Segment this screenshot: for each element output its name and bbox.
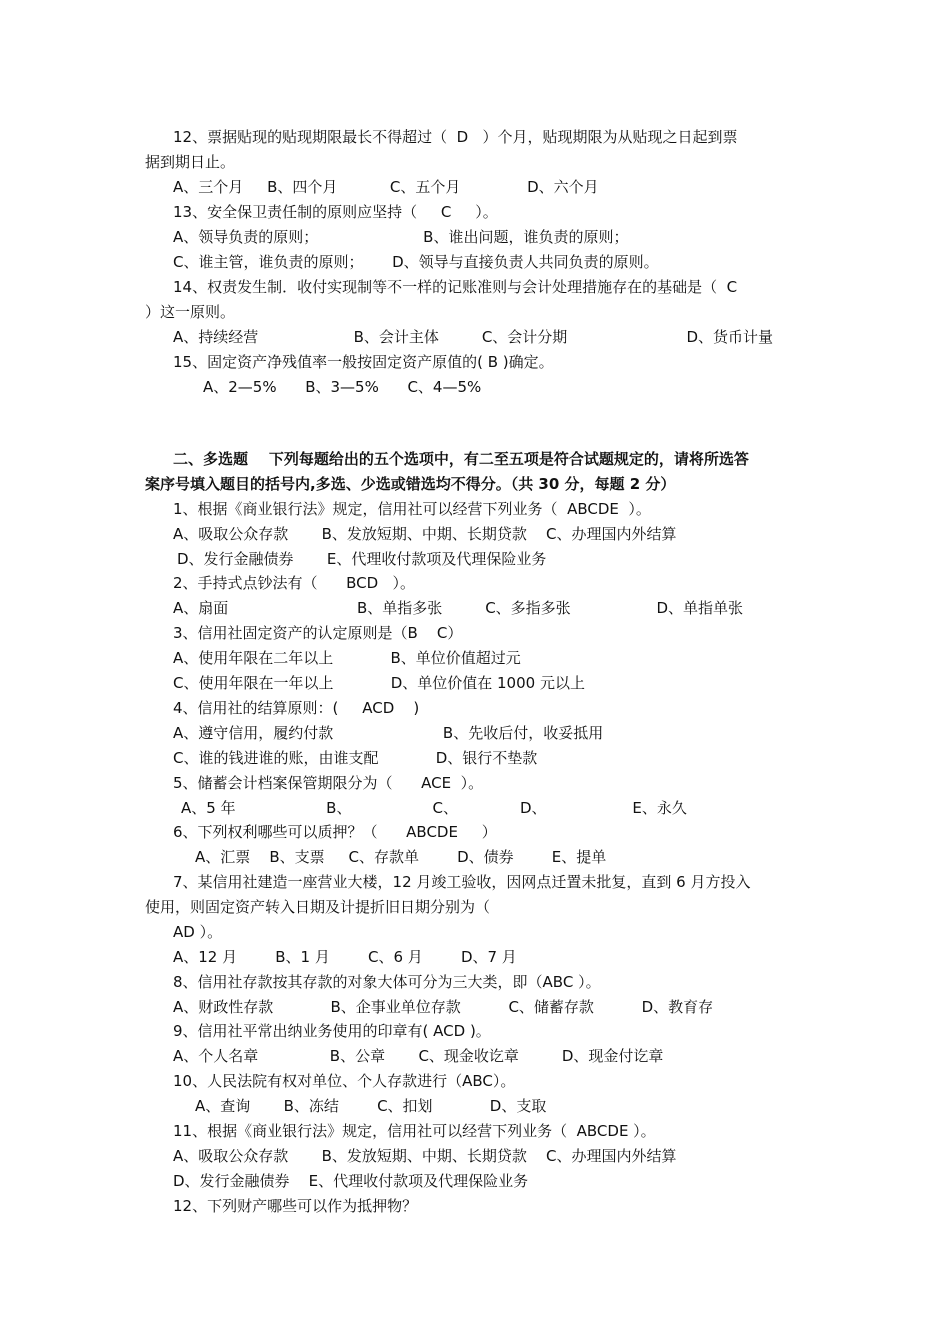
mc-question-12: 12、下列财产哪些可以作为抵押物？ bbox=[173, 1197, 418, 1215]
mc-question-4-options-1: A、遵守信用，履约付款 B、先收后付，收妥抵用 bbox=[173, 724, 604, 742]
question-13-options-1: A、领导负责的原则； B、谁出问题，谁负责的原则； bbox=[173, 228, 629, 246]
mc-question-6: 6、下列权利哪些可以质押？（ ABCDE ） bbox=[173, 823, 497, 841]
mc-question-7-options: A、12 月 B、1 月 C、6 月 D、7 月 bbox=[173, 948, 517, 966]
question-13: 13、安全保卫责任制的原则应坚持（ C ）。 bbox=[173, 203, 498, 221]
mc-question-11: 11、根据《商业银行法》规定，信用社可以经营下列业务（ ABCDE ）。 bbox=[173, 1122, 656, 1140]
mc-question-11-options-2: D、发行金融债券 E、代理收付款项及代理保险业务 bbox=[173, 1172, 529, 1190]
mc-question-7: 7、某信用社建造一座营业大楼，12 月竣工验收，因网点迁置未批复，直到 6 月方投入 bbox=[173, 873, 751, 891]
question-13-options-2: C、谁主管，谁负责的原则； D、领导与直接负责人共同负责的原则。 bbox=[173, 253, 659, 271]
mc-question-2: 2、手持式点钞法有（ BCD ）。 bbox=[173, 574, 416, 592]
mc-question-1-options-1: A、吸取公众存款 B、发放短期、中期、长期贷款 C、办理国内外结算 bbox=[173, 525, 677, 543]
question-15: 15、固定资产净残值率一般按固定资产原值的( B )确定。 bbox=[173, 353, 554, 371]
mc-question-10: 10、人民法院有权对单位、个人存款进行（ABC）。 bbox=[173, 1072, 516, 1090]
question-12-cont: 据到期日止。 bbox=[145, 153, 236, 171]
mc-question-7-answer: AD ）。 bbox=[173, 923, 223, 941]
mc-question-9-options: A、个人名章 B、公章 C、现金收讫章 D、现金付讫章 bbox=[173, 1047, 664, 1065]
mc-question-4-options-2: C、谁的钱进谁的账，由谁支配 D、银行不垫款 bbox=[173, 749, 538, 767]
mc-question-11-options-1: A、吸取公众存款 B、发放短期、中期、长期贷款 C、办理国内外结算 bbox=[173, 1147, 677, 1165]
mc-question-3-options-2: C、使用年限在一年以上 D、单位价值在 1000 元以上 bbox=[173, 674, 585, 692]
mc-question-3-options-1: A、使用年限在二年以上 B、单位价值超过元 bbox=[173, 649, 521, 667]
question-14-cont: ）这一原则。 bbox=[145, 303, 236, 321]
question-15-options: A、2—5% B、3—5% C、4—5% bbox=[203, 378, 482, 396]
section-2-heading-cont: 案序号填入题目的括号内,多选、少选或错选均不得分。（共 30 分，每题 2 分） bbox=[145, 475, 676, 493]
question-12: 12、票据贴现的贴现期限最长不得超过（ D ）个月，贴现期限为从贴现之日起到票 bbox=[173, 128, 738, 146]
mc-question-2-options: A、扇面 B、单指多张 C、多指多张 D、单指单张 bbox=[173, 599, 744, 617]
question-14: 14、权责发生制．收付实现制等不一样的记账准则与会计处理措施存在的基础是（ C bbox=[173, 278, 738, 296]
mc-question-8: 8、信用社存款按其存款的对象大体可分为三大类，即（ABC ）。 bbox=[173, 973, 601, 991]
question-14-options: A、持续经营 B、会计主体 C、会计分期 D、货币计量 bbox=[173, 328, 774, 346]
question-12-options: A、三个月 B、四个月 C、五个月 D、六个月 bbox=[173, 178, 599, 196]
mc-question-5-options: A、5 年 B、 C、 D、 E、永久 bbox=[181, 799, 687, 817]
mc-question-9: 9、信用社平常出纳业务使用的印章有( ACD )。 bbox=[173, 1022, 491, 1040]
section-2-heading: 二、多选题 下列每题给出的五个选项中，有二至五项是符合试题规定的，请将所选答 bbox=[173, 450, 749, 468]
mc-question-4: 4、信用社的结算原则：( ACD ) bbox=[173, 699, 420, 717]
mc-question-8-options: A、财政性存款 B、企事业单位存款 C、储蓄存款 D、教育存 bbox=[173, 998, 714, 1016]
mc-question-6-options: A、汇票 B、支票 C、存款单 D、债券 E、提单 bbox=[195, 848, 607, 866]
mc-question-1-options-2: D、发行金融债券 E、代理收付款项及代理保险业务 bbox=[177, 550, 547, 568]
mc-question-5: 5、储蓄会计档案保管期限分为（ ACE ）。 bbox=[173, 774, 484, 792]
mc-question-1: 1、根据《商业银行法》规定，信用社可以经营下列业务（ ABCDE ）。 bbox=[173, 500, 651, 518]
mc-question-10-options: A、查询 B、冻结 C、扣划 D、支取 bbox=[195, 1097, 547, 1115]
mc-question-3: 3、信用社固定资产的认定原则是（B C） bbox=[173, 624, 463, 642]
mc-question-7-cont: 使用，则固定资产转入日期及计提折旧日期分别为（ bbox=[145, 898, 491, 916]
